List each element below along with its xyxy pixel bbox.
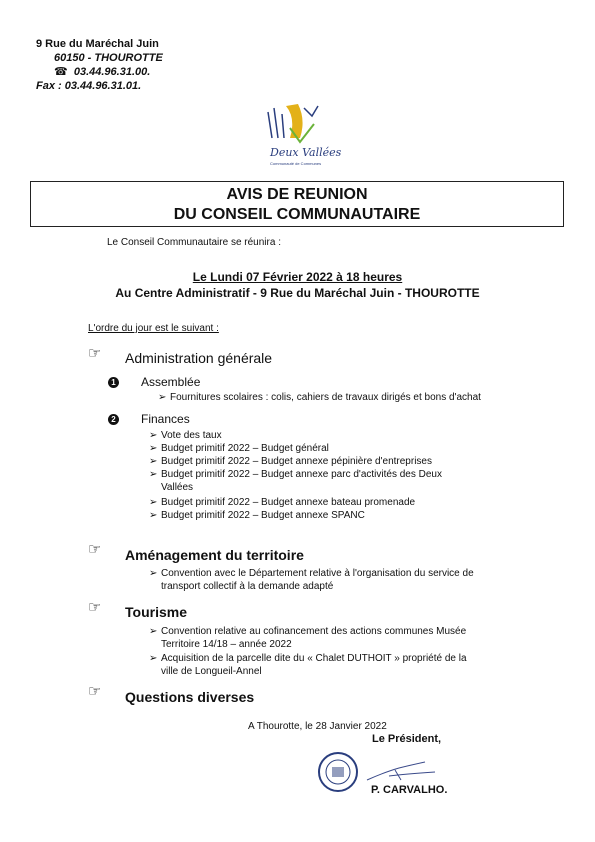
arrow-bullet-icon: ➢ — [158, 392, 167, 403]
list-item-continued: transport collectif à la demande adapté — [161, 581, 334, 592]
agenda-intro: L'ordre du jour est le suivant : — [88, 323, 219, 334]
handwritten-signature — [365, 758, 440, 786]
pointing-hand-icon: ☞ — [88, 683, 102, 700]
list-item: ➢ Vote des taux — [149, 430, 222, 441]
subsection-finances: Finances — [141, 412, 190, 426]
arrow-bullet-icon: ➢ — [149, 469, 158, 480]
pointing-hand-icon: ☞ — [88, 541, 102, 558]
arrow-bullet-icon: ➢ — [149, 430, 158, 441]
deux-vallees-logo — [260, 98, 360, 178]
section-questions-title: Questions diverses — [125, 689, 255, 705]
phone-number: 03.44.96.31.00. — [73, 66, 151, 78]
list-item: ➢ Fournitures scolaires : colis, cahiers de travaux dirigés et bons d'achat — [158, 392, 481, 403]
intro-text: Le Conseil Communautaire se réunira : — [107, 237, 281, 248]
list-item: ➢ Acquisition de la parcelle dite du « Chalet DUTHOIT » propriété de la — [149, 653, 467, 664]
logo-name: Deux Vallées — [270, 146, 342, 159]
arrow-bullet-icon: ➢ — [149, 443, 158, 454]
meeting-place: Au Centre Administratif - 9 Rue du Maréchal Juin - THOUROTTE — [115, 286, 480, 300]
address-fax: Fax : 03.44.96.31.01. — [36, 80, 142, 92]
section-tourisme-title: Tourisme — [125, 604, 187, 620]
signature-role: Le Président, — [372, 733, 442, 745]
list-item: ➢ Convention avec le Département relative à l'organisation du service de — [149, 568, 474, 579]
arrow-bullet-icon: ➢ — [149, 626, 158, 637]
official-seal-stamp — [318, 752, 358, 792]
logo-subtitle: Communauté de Communes — [270, 161, 322, 166]
title-box — [30, 181, 564, 227]
arrow-bullet-icon: ➢ — [149, 456, 158, 467]
signature-place-date: A Thourotte, le 28 Janvier 2022 — [248, 721, 387, 732]
number-two-icon: 2 — [108, 414, 119, 425]
pointing-hand-icon: ☞ — [88, 599, 102, 616]
title-line2: DU CONSEIL COMMUNAUTAIRE — [173, 206, 421, 223]
list-item: ➢ Budget primitif 2022 – Budget annexe SPANC — [149, 510, 365, 521]
arrow-bullet-icon: ➢ — [149, 510, 158, 521]
pointing-hand-icon: ☞ — [88, 345, 102, 362]
arrow-bullet-icon: ➢ — [149, 653, 158, 664]
arrow-bullet-icon: ➢ — [149, 497, 158, 508]
address-phone — [54, 66, 150, 79]
list-item: ➢ Budget primitif 2022 – Budget annexe parc d'activités des Deux — [149, 469, 442, 480]
signature-name: P. CARVALHO. — [371, 784, 448, 796]
list-item-continued: ville de Longueil-Annel — [161, 666, 262, 677]
number-one-icon: 1 — [108, 377, 119, 388]
title-line1: AVIS DE REUNION — [226, 186, 368, 203]
list-item: ➢ Budget primitif 2022 – Budget général — [149, 443, 329, 454]
section-amenagement-title: Aménagement du territoire — [125, 547, 304, 563]
deux-vallees-logo-graphic — [260, 98, 360, 178]
list-item-continued: Territoire 14/18 – année 2022 — [161, 639, 292, 650]
seal-graphic — [320, 754, 356, 790]
list-item: ➢ Budget primitif 2022 – Budget annexe pépinière d'entreprises — [149, 456, 432, 467]
arrow-bullet-icon: ➢ — [149, 568, 158, 579]
list-item: ➢ Budget primitif 2022 – Budget annexe bateau promenade — [149, 497, 416, 508]
list-item: ➢ Convention relative au cofinancement des actions communes Musée — [149, 626, 467, 637]
subsection-assemblee: Assemblée — [141, 375, 201, 389]
address-city: 60150 - THOUROTTE — [54, 52, 163, 64]
address-street: 9 Rue du Maréchal Juin — [36, 38, 159, 50]
section-admin-title: Administration générale — [125, 350, 273, 366]
list-item-continued: Vallées — [161, 482, 194, 493]
phone-icon: ☎ — [54, 66, 68, 78]
meeting-date: Le Lundi 07 Février 2022 à 18 heures — [192, 270, 403, 284]
